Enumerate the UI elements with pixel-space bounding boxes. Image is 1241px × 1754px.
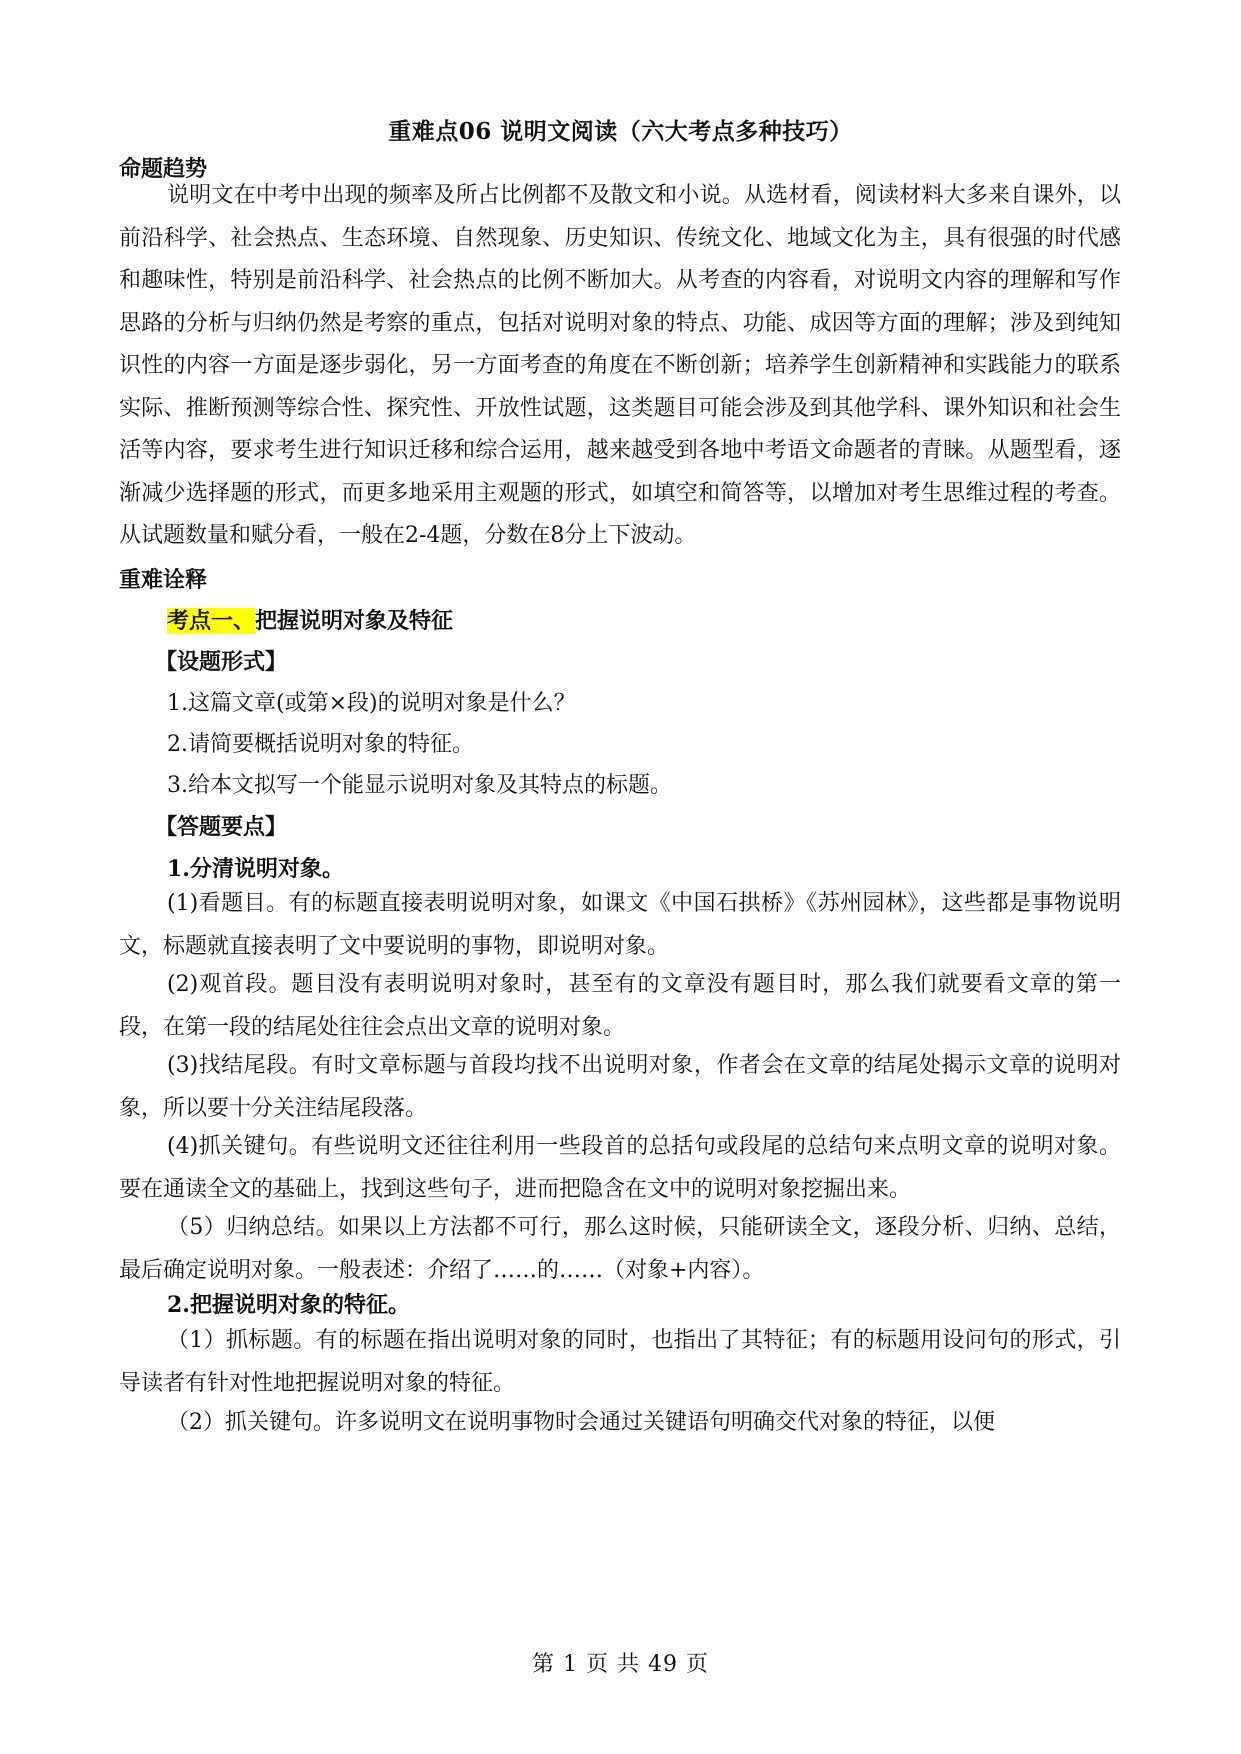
question-item-2: 2.请简要概括说明对象的特征。	[167, 732, 474, 757]
point-1-item-2: (2)观首段。题目没有表明说明对象时，甚至有的文章没有题目时，那么我们就要看文章的第一段，在第一段的结尾处往往会点出文章的说明对象。	[119, 972, 1121, 1040]
trend-paragraph: 说明文在中考中出现的频率及所占比例都不及散文和小说。从选材看，阅读材料大多来自课外，以前沿科学、社会热点、生态环境、自然现象、历史知识、传统文化、地域文化为主，具有很强的时代感和趣味性，特别是前沿科学、社会热点的比例不断加大。从考查的内容看，对说明文内容的理解和写作思路的分析与归纳仍然是考察的重点，包括对说明对象的特点、功能、成因等方面的理解；涉及到纯知识性的内容一方面是逐步弱化，另一方面考查的角度在不断创新；培养学生创新精神和实践能力的联系实际、推断预测等综合性、探究性、开放性试题，这类题目可能会涉及到其他学科、课外知识和社会生活等内容，要求考生进行知识迁移和综合运用，越来越受到各地中考语文命题者的青睐。从题型看，逐渐减少选择题的形式，而更多地采用主观题的形式，如填空和简答等，以增加对考生思维过程的考查。从试题数量和赋分看，一般在2-4题，分数在8分上下波动。	[119, 183, 1121, 548]
page-footer: 第 1 页 共 49 页	[532, 1652, 709, 1677]
point-1-item-5: （5）归纳总结。如果以上方法都不可行，那么这时候，只能研读全文，逐段分析、归纳、总结，最后确定说明对象。一般表述：介绍了……的……（对象+内容）。	[119, 1215, 1121, 1283]
answer-points-heading: 【答题要点】	[155, 814, 288, 840]
section-heading-explanation: 重难诠释	[119, 568, 208, 593]
point-2-item-1: （1）抓标题。有的标题在指出说明对象的同时，也指出了其特征；有的标题用设问句的形式，引导读者有针对性地把握说明对象的特征。	[119, 1328, 1121, 1396]
point-1-item-4: (4)抓关键句。有些说明文还往往利用一些段首的总括句或段尾的总结句来点明文章的说明对象。要在通读全文的基础上，找到这些句子，进而把隐含在文中的说明对象挖掘出来。	[119, 1134, 1121, 1202]
point-2-item-2: （2）抓关键句。许多说明文在说明事物时会通过关键语句明确交代对象的特征，以便	[167, 1410, 995, 1435]
point-1-heading: 1.分清说明对象。	[167, 856, 344, 882]
document-title: 重难点06 说明文阅读（六大考点多种技巧）	[388, 118, 853, 145]
section-heading-trend: 命题趋势	[119, 157, 208, 182]
question-item-3: 3.给本文拟写一个能显示说明对象及其特点的标题。	[167, 773, 672, 798]
point-1-item-1: (1)看题目。有的标题直接表明说明对象，如课文《中国石拱桥》《苏州园林》，这些都是事物说明文，标题就直接表明了文中要说明的事物，即说明对象。	[119, 891, 1121, 959]
question-item-1: 1.这篇文章(或第×段)的说明对象是什么？	[167, 691, 576, 716]
question-form-heading: 【设题形式】	[155, 649, 288, 675]
kaodian-heading	[167, 604, 453, 635]
point-1-item-3: (3)找结尾段。有时文章标题与首段均找不出说明对象，作者会在文章的结尾处揭示文章的说明对象，所以要十分关注结尾段落。	[119, 1053, 1121, 1121]
point-2-heading: 2.把握说明对象的特征。	[167, 1292, 410, 1318]
kaodian-title: 把握说明对象及特征	[255, 608, 454, 634]
kaodian-label-highlight: 考点一、	[167, 608, 256, 634]
